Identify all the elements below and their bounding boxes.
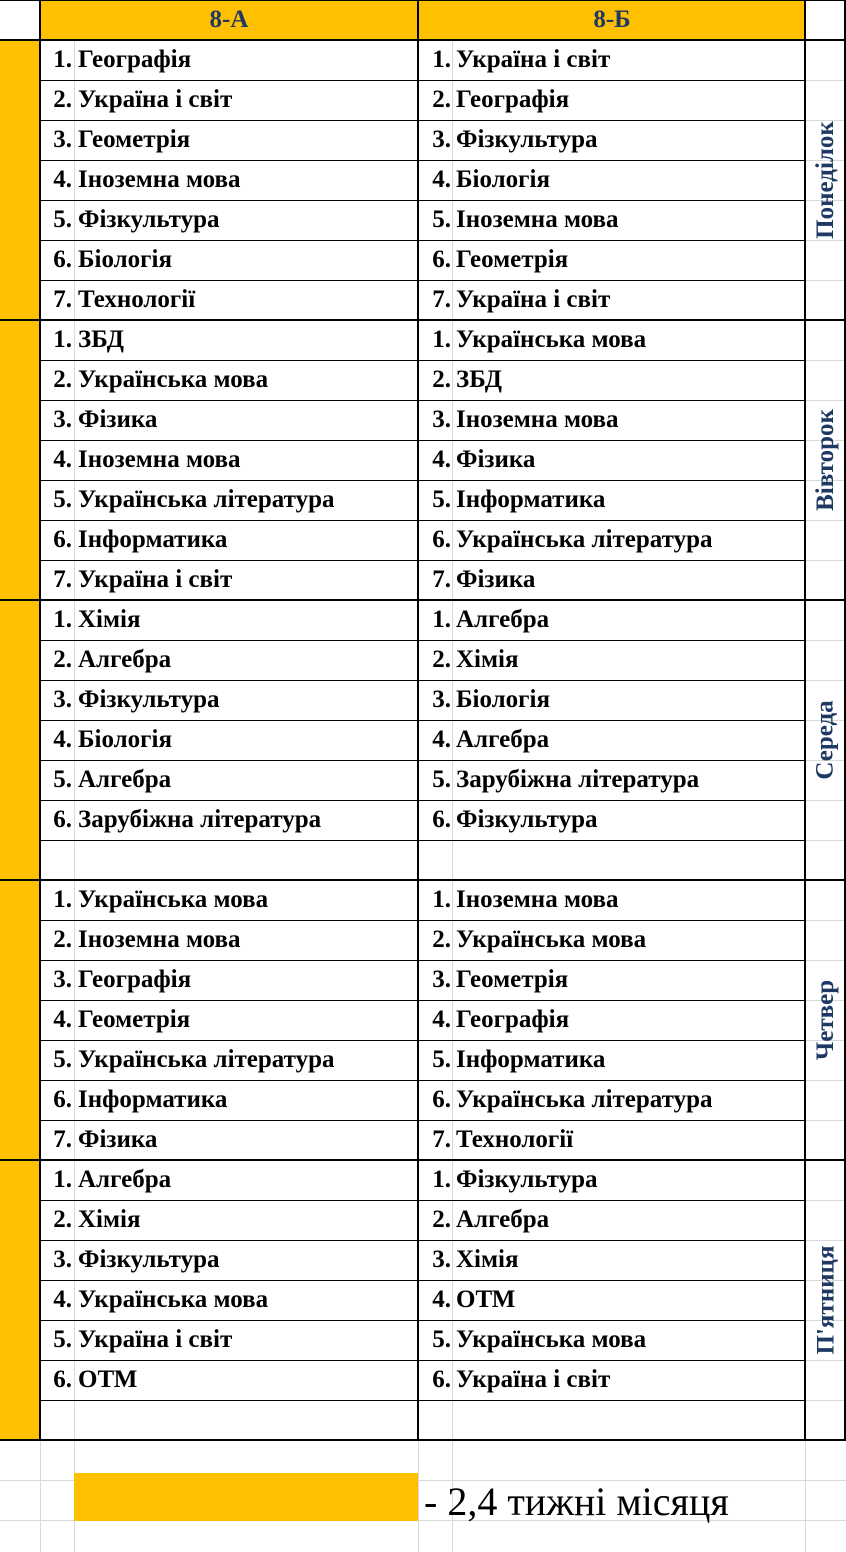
lesson-number: 2.	[53, 926, 72, 953]
lesson-subject-8b[interactable]: Геометрія	[456, 246, 569, 273]
lesson-subject-8b[interactable]: Географія	[456, 1006, 570, 1033]
lesson-number: 5.	[432, 766, 451, 793]
lesson-subject-8a[interactable]: Українська мова	[78, 366, 269, 393]
lesson-subject-8b[interactable]: Фізкультура	[456, 1166, 598, 1193]
row-marker	[0, 680, 39, 720]
lesson-number	[419, 840, 453, 880]
lesson-number: 7.	[432, 1126, 451, 1153]
row-divider	[40, 280, 805, 281]
lesson-subject-8a[interactable]: Іноземна мова	[78, 446, 241, 473]
lesson-subject-8a[interactable]: Україна і світ	[78, 566, 233, 593]
row-divider	[40, 960, 805, 961]
row-marker	[0, 1360, 39, 1400]
lesson-subject-8b[interactable]	[452, 840, 805, 880]
lesson-subject-8b[interactable]: ОТМ	[456, 1286, 516, 1313]
day-name: Вівторок	[812, 409, 840, 511]
row-divider	[40, 240, 805, 241]
lesson-number: 3.	[53, 966, 72, 993]
lesson-number: 2.	[432, 646, 451, 673]
row-divider	[40, 480, 805, 481]
lesson-subject-8a[interactable]: Хімія	[78, 606, 141, 633]
row-marker	[0, 880, 39, 920]
lesson-number: 4.	[53, 726, 72, 753]
lesson-subject-8b[interactable]: Фізкультура	[456, 126, 598, 153]
lesson-subject-8a[interactable]: Українська література	[78, 1046, 335, 1073]
day-divider	[0, 39, 846, 41]
lesson-number: 2.	[432, 86, 451, 113]
lesson-subject-8b[interactable]: Алгебра	[456, 1206, 550, 1233]
lesson-number: 5.	[53, 486, 72, 513]
lesson-number	[40, 840, 74, 880]
lesson-number: 2.	[432, 926, 451, 953]
row-marker	[0, 1280, 39, 1320]
day-divider	[0, 1159, 846, 1161]
header-day-cell	[806, 0, 846, 40]
lesson-number: 5.	[53, 206, 72, 233]
lesson-subject-8b[interactable]: Україна і світ	[456, 1366, 611, 1393]
lesson-number: 4.	[432, 1286, 451, 1313]
day-name: Середа	[812, 700, 839, 780]
row-divider	[40, 440, 805, 441]
lesson-subject-8b[interactable]: Україна і світ	[456, 46, 611, 73]
class-b-header[interactable]: 8-Б	[419, 0, 805, 40]
row-divider	[40, 920, 805, 921]
row-divider	[40, 1280, 805, 1281]
lesson-number: 6.	[432, 1366, 451, 1393]
lesson-subject-8a[interactable]: Біологія	[78, 726, 172, 753]
row-marker	[0, 1400, 39, 1440]
lesson-number: 1.	[432, 46, 451, 73]
col-border-middle	[417, 0, 419, 1440]
lesson-number: 3.	[432, 126, 451, 153]
row-marker	[0, 760, 39, 800]
row-marker	[0, 640, 39, 680]
lesson-number: 3.	[53, 686, 72, 713]
lesson-subject-8b[interactable]: Українська література	[456, 526, 713, 553]
lesson-subject-8a[interactable]: Іноземна мова	[78, 926, 241, 953]
lesson-subject-8b[interactable]: Фізика	[456, 446, 536, 473]
header-corner-cell	[0, 0, 40, 40]
lesson-subject-8a[interactable]: Фізкультура	[78, 686, 220, 713]
lesson-subject-8b[interactable]: Інформатика	[456, 486, 606, 513]
day-name: Четвер	[812, 979, 840, 1061]
row-marker	[0, 1320, 39, 1360]
lesson-subject-8a[interactable]: Алгебра	[78, 1166, 172, 1193]
lesson-subject-8a[interactable]	[74, 1400, 418, 1440]
lesson-number: 6.	[53, 806, 72, 833]
lesson-subject-8a[interactable]: Фізика	[78, 406, 158, 433]
lesson-subject-8b[interactable]: Алгебра	[456, 726, 550, 753]
lesson-subject-8b[interactable]: Біологія	[456, 166, 550, 193]
lesson-number: 3.	[53, 1246, 72, 1273]
table-top-border	[0, 0, 846, 1]
lesson-subject-8a[interactable]: Україна і світ	[78, 86, 233, 113]
lesson-subject-8b[interactable]	[452, 1400, 805, 1440]
lesson-number: 5.	[432, 486, 451, 513]
row-divider	[40, 160, 805, 161]
table-bottom-border	[0, 1439, 846, 1441]
lesson-subject-8b[interactable]: Зарубіжна література	[456, 766, 700, 793]
lesson-subject-8b[interactable]: Українська мова	[456, 926, 647, 953]
lesson-number: 3.	[53, 126, 72, 153]
lesson-subject-8b[interactable]: Іноземна мова	[456, 886, 619, 913]
row-divider	[40, 560, 805, 561]
lesson-subject-8a[interactable]: Біологія	[78, 246, 172, 273]
lesson-subject-8a[interactable]: Геометрія	[78, 126, 191, 153]
row-divider	[40, 120, 805, 121]
row-marker	[0, 80, 39, 120]
lesson-subject-8a[interactable]: Іноземна мова	[78, 166, 241, 193]
day-divider	[0, 599, 846, 601]
lesson-number: 1.	[53, 46, 72, 73]
row-divider	[40, 680, 805, 681]
lesson-number: 2.	[53, 646, 72, 673]
lesson-number: 6.	[432, 526, 451, 553]
lesson-subject-8a[interactable]: Українська література	[78, 486, 335, 513]
lesson-subject-8b[interactable]: Геометрія	[456, 966, 569, 993]
row-divider	[40, 1120, 805, 1121]
row-marker	[0, 280, 39, 320]
day-label	[806, 600, 846, 880]
lesson-number: 6.	[432, 246, 451, 273]
row-marker	[0, 40, 39, 80]
day-label	[806, 320, 846, 600]
lesson-subject-8a[interactable]	[74, 840, 418, 880]
lesson-subject-8b[interactable]: Географія	[456, 86, 570, 113]
lesson-subject-8b[interactable]: Інформатика	[456, 1046, 606, 1073]
row-marker	[0, 200, 39, 240]
row-marker	[0, 520, 39, 560]
lesson-number: 4.	[53, 166, 72, 193]
row-marker	[0, 440, 39, 480]
lesson-number: 5.	[53, 1046, 72, 1073]
lesson-subject-8b[interactable]: Українська література	[456, 1086, 713, 1113]
lesson-subject-8b[interactable]: ЗБД	[456, 366, 502, 393]
row-divider	[40, 520, 805, 521]
row-marker	[0, 480, 39, 520]
row-marker	[0, 120, 39, 160]
lesson-number: 2.	[53, 86, 72, 113]
lesson-number	[419, 1400, 453, 1440]
row-marker	[0, 720, 39, 760]
lesson-number: 5.	[53, 1326, 72, 1353]
lesson-subject-8a[interactable]: ЗБД	[78, 326, 124, 353]
row-marker	[0, 840, 39, 880]
lesson-number: 3.	[432, 1246, 451, 1273]
legend-text: - 2,4 тижні місяця	[424, 1478, 729, 1524]
lesson-number: 1.	[53, 886, 72, 913]
lesson-subject-8b[interactable]: Україна і світ	[456, 286, 611, 313]
row-divider	[40, 1400, 805, 1401]
row-divider	[40, 1080, 805, 1081]
lesson-number: 4.	[53, 1286, 72, 1313]
row-marker	[0, 960, 39, 1000]
lesson-number: 6.	[53, 246, 72, 273]
day-label	[806, 880, 846, 1160]
lesson-subject-8b[interactable]: Хімія	[456, 1246, 519, 1273]
row-marker	[0, 320, 39, 360]
lesson-number: 2.	[53, 1206, 72, 1233]
lesson-subject-8a[interactable]: Інформатика	[78, 526, 228, 553]
lesson-number: 5.	[432, 1326, 451, 1353]
lesson-number: 4.	[432, 166, 451, 193]
lesson-number: 5.	[432, 206, 451, 233]
day-name: П'ятниця	[812, 1245, 839, 1355]
lesson-number: 1.	[432, 886, 451, 913]
lesson-number: 1.	[53, 606, 72, 633]
lesson-subject-8b[interactable]: Іноземна мова	[456, 206, 619, 233]
row-divider	[40, 200, 805, 201]
row-marker	[0, 1240, 39, 1280]
row-divider	[40, 1320, 805, 1321]
lesson-number: 6.	[53, 1086, 72, 1113]
row-marker	[0, 160, 39, 200]
lesson-number: 3.	[432, 686, 451, 713]
row-divider	[40, 760, 805, 761]
lesson-number: 3.	[432, 966, 451, 993]
lesson-subject-8a[interactable]: Українська мова	[78, 886, 269, 913]
class-a-header[interactable]: 8-А	[40, 0, 418, 40]
row-divider	[40, 80, 805, 81]
lesson-subject-8a[interactable]: Інформатика	[78, 1086, 228, 1113]
lesson-number: 4.	[53, 1006, 72, 1033]
lesson-number: 7.	[53, 566, 72, 593]
row-marker	[0, 920, 39, 960]
lesson-number: 2.	[432, 366, 451, 393]
lesson-number: 1.	[432, 1166, 451, 1193]
lesson-subject-8b[interactable]: Українська мова	[456, 1326, 647, 1353]
row-divider	[40, 1040, 805, 1041]
lesson-subject-8a[interactable]: Фізкультура	[78, 206, 220, 233]
col-border-left	[39, 0, 41, 1440]
row-divider	[40, 1240, 805, 1241]
lesson-subject-8a[interactable]: Технології	[78, 286, 196, 313]
lesson-number: 1.	[53, 1166, 72, 1193]
row-divider	[40, 720, 805, 721]
row-marker	[0, 1120, 39, 1160]
row-marker	[0, 600, 39, 640]
lesson-number: 4.	[432, 446, 451, 473]
lesson-subject-8b[interactable]: Іноземна мова	[456, 406, 619, 433]
lesson-number: 1.	[432, 326, 451, 353]
row-divider	[40, 1200, 805, 1201]
row-divider	[40, 1360, 805, 1361]
lesson-number: 6.	[53, 1366, 72, 1393]
row-divider	[40, 800, 805, 801]
lesson-subject-8b[interactable]: Українська мова	[456, 326, 647, 353]
row-divider	[40, 640, 805, 641]
row-marker	[0, 1000, 39, 1040]
lesson-subject-8a[interactable]: Географія	[78, 966, 192, 993]
lesson-subject-8b[interactable]: Фізика	[456, 566, 536, 593]
lesson-number: 6.	[432, 1086, 451, 1113]
lesson-subject-8a[interactable]: Фізкультура	[78, 1246, 220, 1273]
day-divider	[0, 319, 846, 321]
lesson-subject-8b[interactable]: Фізкультура	[456, 806, 598, 833]
lesson-number: 1.	[53, 326, 72, 353]
lesson-number: 4.	[53, 446, 72, 473]
lesson-number: 6.	[53, 526, 72, 553]
lesson-subject-8a[interactable]: Геометрія	[78, 1006, 191, 1033]
row-marker	[0, 1200, 39, 1240]
lesson-number: 4.	[432, 1006, 451, 1033]
row-marker	[0, 400, 39, 440]
col-border-right	[804, 0, 806, 1440]
lesson-subject-8a[interactable]: Алгебра	[78, 766, 172, 793]
row-marker	[0, 1160, 39, 1200]
day-name: Понеділок	[812, 121, 840, 239]
row-marker	[0, 360, 39, 400]
lesson-number: 3.	[432, 406, 451, 433]
row-divider	[40, 360, 805, 361]
lesson-number: 1.	[432, 606, 451, 633]
lesson-subject-8b[interactable]: Хімія	[456, 646, 519, 673]
row-divider	[40, 840, 805, 841]
lesson-number: 6.	[432, 806, 451, 833]
lesson-subject-8a[interactable]: Алгебра	[78, 646, 172, 673]
row-marker	[0, 1040, 39, 1080]
lesson-number	[40, 1400, 74, 1440]
row-divider	[40, 400, 805, 401]
lesson-number: 3.	[53, 406, 72, 433]
legend-color-swatch	[74, 1473, 418, 1521]
lesson-subject-8a[interactable]: Зарубіжна література	[78, 806, 322, 833]
lesson-subject-8a[interactable]: Хімія	[78, 1206, 141, 1233]
day-label	[806, 1160, 846, 1440]
lesson-number: 4.	[432, 726, 451, 753]
row-marker	[0, 240, 39, 280]
lesson-number: 5.	[53, 766, 72, 793]
lesson-subject-8b[interactable]: Технології	[456, 1126, 574, 1153]
lesson-subject-8a[interactable]: Україна і світ	[78, 1326, 233, 1353]
lesson-subject-8a[interactable]: Українська мова	[78, 1286, 269, 1313]
lesson-number: 2.	[432, 1206, 451, 1233]
row-marker	[0, 560, 39, 600]
lesson-number: 7.	[53, 286, 72, 313]
lesson-number: 7.	[432, 566, 451, 593]
lesson-number: 5.	[432, 1046, 451, 1073]
row-marker	[0, 1080, 39, 1120]
lesson-subject-8a[interactable]: ОТМ	[78, 1366, 138, 1393]
lesson-number: 7.	[53, 1126, 72, 1153]
lesson-subject-8b[interactable]: Алгебра	[456, 606, 550, 633]
row-marker	[0, 800, 39, 840]
row-divider	[40, 1000, 805, 1001]
day-label	[806, 40, 846, 320]
lesson-subject-8b[interactable]: Біологія	[456, 686, 550, 713]
lesson-subject-8a[interactable]: Фізика	[78, 1126, 158, 1153]
lesson-number: 2.	[53, 366, 72, 393]
lesson-number: 7.	[432, 286, 451, 313]
day-divider	[0, 879, 846, 881]
lesson-subject-8a[interactable]: Географія	[78, 46, 192, 73]
